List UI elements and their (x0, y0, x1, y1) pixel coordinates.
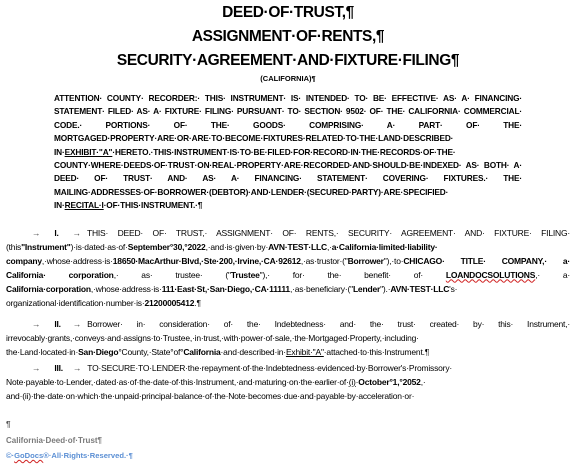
borrower-name: AVN·TEST·LLC (268, 241, 327, 252)
section-1-text-e: ,· (326, 241, 332, 252)
section-1-text-j: "),· for· the· benefit· of· (259, 269, 446, 280)
state-name: California (183, 346, 221, 357)
section-1-paragraph: → I. → THIS· DEED· OF· TRUST,· ASSIGNMENT· OF· RENTS,· SECURITY· AGREEMENT· AND· FIXTURE· FILING· (this"Instrument")·is·dated·as·of·September°30,°2022,·and·is·given·by·AVN·TEST·LLC,·a·California·limited·liability· company,·whose·address·is·18650·MacArthur·Blvd,·Ste·200,·Irvine,·CA·92612,·as·trustor·("Borrower"),·to·CHICAGO· TITLE· COMPANY,· a· California· corporation,· as· trustee· ("Trustee"),· for· the· benefit· of· LOANDOCSOLUTIONS,· a· California·corporation,·whose·address·is·111·East·St,·San·Diego,·CA·11111,·as·beneficiary·("Lender").·AVN·TEST·LLC's· organizational·identification·number·is·21200005412.¶ (6, 228, 570, 308)
section-3-text-a: TO·SECURE·TO·LENDER·the·repayment·of·the·Indebtedness·evidenced·by·Borrower's·Promissory· Note·payable·to·Lender,·dated·as·of·the·date·of·this·Instrument,·and·maturing·on·the·earlier·of· (6, 363, 452, 387)
maturity-date: October°1,°2052 (358, 376, 421, 387)
borrower-defined-term: Borrower (347, 255, 384, 266)
title-line-1: DEED·OF·TRUST,¶ (222, 4, 354, 21)
section-1-text-h: "),·to· (383, 255, 404, 266)
section-2-text-b: °County,·State°of° (118, 346, 184, 357)
item-i-marker: (i) (348, 376, 356, 387)
section-3-paragraph: → III. → TO·SECURE·TO·LENDER·the·repayment·of·the·Indebtedness·evidenced·by·Borrower's·Promissory· Note·payable·to·Lender,·dated·as·of·the·date·of·this·Instrument,·and·maturing·on·the·earlier·of·(i)·October°1,°2052,· and·(ii)·the·date·on·which·the·unpaid·principal·balance·of·the·Note·becomes·due·and·payable·by·acceleration·or· (6, 363, 452, 401)
section-1-text-d: ,·and·is·given·by· (205, 241, 269, 252)
section-2-text-a: Borrower· in· consideration· of· the· Indebtedness· and· the· trust· created· by· this· Instrument,· irrevocably·grants,·conveys·and·assigns·to·Trustee,·in·trust,·with·power·of·sale,·the·Mortgaged·Property,·including· the·Land·located·in· (6, 319, 570, 357)
section-1-text-i: ,· as· trustee· (" (113, 269, 231, 280)
organizational-id-number: 21200005412 (144, 297, 195, 308)
section-2-text-d: ·attached·to·this·Instrument.¶ (323, 346, 430, 357)
section-1-text-k: ,· a· (535, 269, 570, 280)
section-2-paragraph: → II. → Borrower· in· consideration· of· the· Indebtedness· and· the· trust· created· by· this· Instrument,· irrevocably·grants,·conveys·and·assigns·to·Trustee,·in·trust,·with·power·of·sale,·the·Mortgaged·Property,·including· the·Land·located·in·San·Diego°County,·State°of°California·and·described·in·Exhibit·"A"·attached·to·this·Instrument.¶ (6, 319, 570, 357)
section-1-text-f: ,·whose·address·is· (41, 255, 113, 266)
title-line-2: ASSIGNMENT·OF·RENTS,¶ (191, 28, 385, 45)
section-2-text-c: ·and·described·in· (220, 346, 286, 357)
section-1-text-n: ").· (380, 283, 391, 294)
title-line-3: SECURITY·AGREEMENT·AND·FIXTURE·FILING¶ (116, 52, 460, 69)
trustee-name: CHICAGO· TITLE· COMPANY,· a· California· corporation (6, 255, 570, 280)
lender-name: LOANDOCSOLUTIONS (445, 269, 536, 280)
section-number: I. (54, 228, 59, 238)
instrument-defined-term: "Instrument" (21, 241, 71, 252)
section-1-text-l: ,·whose·address·is· (90, 283, 162, 294)
recital-reference[interactable]: RECITAL·I (64, 200, 104, 211)
lender-defined-term: Lender (352, 283, 381, 294)
empty-paragraph-mark: ¶ (6, 420, 11, 429)
rights-reserved-text: ®·All·Rights·Reserved.·¶ (43, 451, 133, 460)
lender-address: 111·East·St,·San·Diego,·CA·11111 (161, 283, 290, 294)
tab-arrow: → (32, 228, 41, 238)
lender-type: California·corporation (6, 283, 91, 294)
attention-text-3: ·OF·THIS·INSTRUMENT.·¶ (103, 200, 203, 211)
section-1-text-m: ,·as·beneficiary·(" (289, 283, 353, 294)
copyright-symbol: ©· (6, 451, 15, 460)
section-number: II. (54, 319, 61, 329)
section-1-text-g: ,·as·trustor·(" (300, 255, 348, 266)
section-3-text-c: ,· and·(ii)·the·date·on·which·the·unpaid·principal·balance·of·the·Note·becomes·due·and·payable·by·acceleration·or· (6, 376, 426, 401)
instrument-date: September°30,°2022 (127, 241, 206, 252)
section-1-text-c: )·is·dated·as·of· (70, 241, 128, 252)
section-number: III. (54, 363, 63, 373)
tab-arrow: → (32, 319, 41, 329)
attention-text-1: ATTENTION· COUNTY· RECORDER:· THIS· INSTRUMENT· IS· INTENDED· TO· BE· EFFECTIVE· AS· A· FINANCING· STATEMENT· FILED· AS· A· FIXTURE· FILING· PURSUANT· TO· SECTION· 9502· OF· THE· CALIFORNIA· COMMERCIAL· CODE.· PORTIONS· OF· THE· GOODS· COMPRISING· A· PART· OF· THE· MORTGAGED·PROPERTY·ARE·OR·ARE·TO·BECOME·FIXTURES·RELATED·TO·THE·LAND·DESCRIBED· IN· (54, 93, 522, 157)
tab-arrow: → (32, 363, 41, 373)
borrower-type: a·California·limited·liability· company (6, 241, 438, 266)
document-subtitle: (CALIFORNIA)¶ (260, 74, 316, 83)
exhibit-a-link[interactable]: Exhibit·"A" (285, 346, 324, 357)
attention-paragraph (54, 92, 522, 213)
borrower-address: 18650·MacArthur·Blvd,·Ste·200,·Irvine,·CA·92612 (112, 255, 301, 266)
trustee-defined-term: Trustee (230, 269, 260, 280)
org-owner-name: AVN·TEST·LLC (390, 283, 450, 294)
attention-text-2: ·HERETO.·THIS·INSTRUMENT·IS·TO·BE·FILED·FOR·RECORD·IN·THE·RECORDS·OF·THE· COUNTY·WHERE·DEEDS·OF·TRUST·ON·REAL·PROPERTY·ARE·RECORDED·AND·SHOULD·BE·INDEXED· AS· BOTH· A· DEED· OF· TRUST· AND· AS· A· FINANCING· STATEMENT· COVERING· FIXTURES.· THE· MAILING·ADDRESSES·OF·BORROWER·(DEBTOR)·AND·LENDER·(SECURED·PARTY)·ARE·SPECIFIED· IN· (54, 146, 522, 211)
footer-copyright (6, 451, 133, 460)
section-1-text-o: 's· organizational·identification·number·is· (6, 283, 458, 308)
county-name: San·Diego (78, 346, 119, 357)
exhibit-a-reference[interactable]: EXHIBIT·"A" (64, 146, 113, 157)
section-1-text-a: THIS· DEED· OF· TRUST,· ASSIGNMENT· OF· RENTS,· SECURITY· AGREEMENT· AND· FIXTURE· FILING· (this (6, 228, 570, 252)
footer-title: California·Deed·of·Trust¶ (6, 436, 103, 445)
section-3-text-b: · (355, 376, 359, 387)
section-1-text-p: .¶ (194, 297, 201, 308)
brand-name: GoDocs (14, 451, 44, 460)
